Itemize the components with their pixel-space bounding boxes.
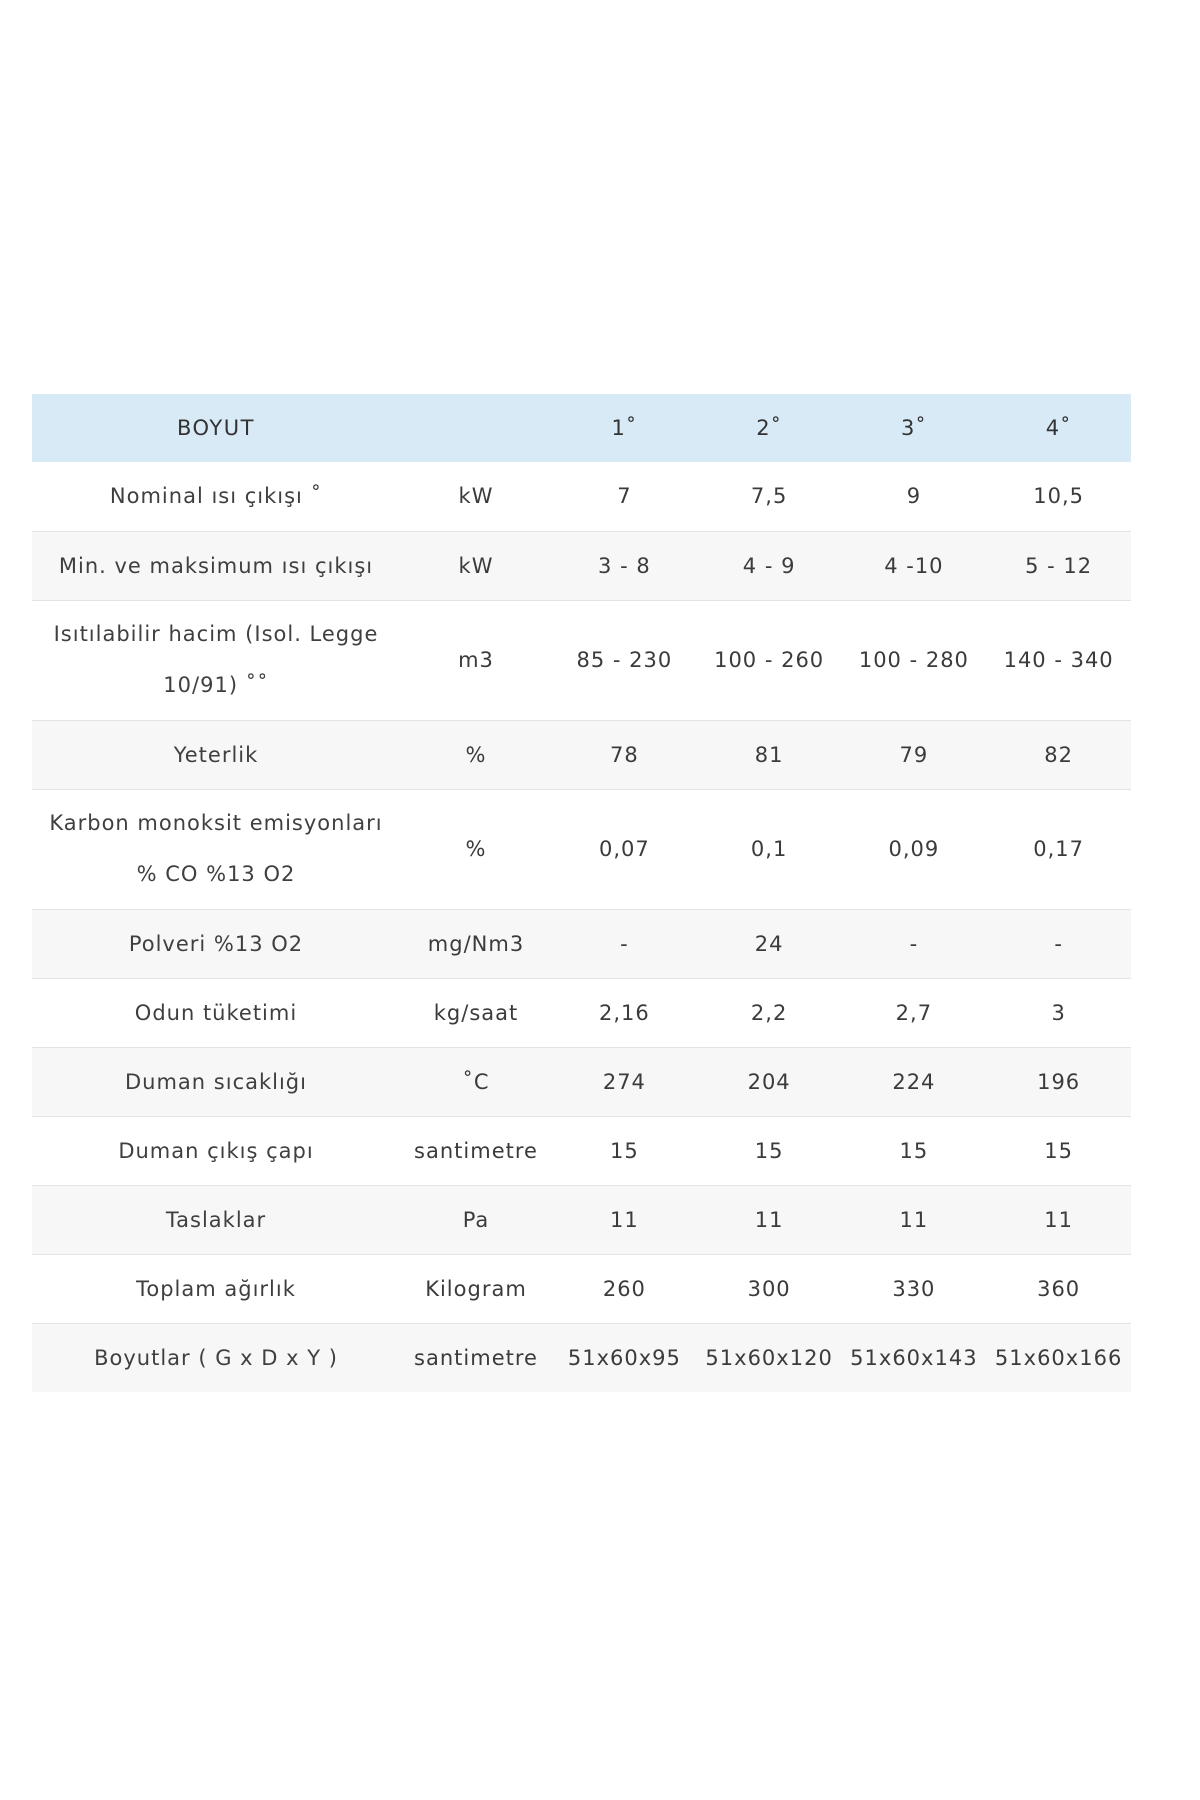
- row-unit: Kilogram: [400, 1254, 552, 1323]
- row-value-size-3: 2,7: [842, 978, 987, 1047]
- row-value-size-1: 51x60x95: [567, 1345, 681, 1370]
- row-label: Yeterlik: [32, 720, 400, 789]
- row-value-size-1: 0,07: [552, 789, 697, 909]
- row-unit: %: [400, 789, 552, 909]
- table-header: [32, 394, 1131, 462]
- row-value-size-1: 3 - 8: [552, 531, 697, 600]
- row-value-size-2: 51x60x120: [705, 1345, 833, 1370]
- row-label: Duman çıkış çapı: [32, 1116, 400, 1185]
- row-value-size-3: 9: [842, 462, 987, 531]
- row-value-size-2: 2,2: [697, 978, 842, 1047]
- row-value-size-2: 4 - 9: [697, 531, 842, 600]
- row-value-size-3: 224: [842, 1047, 987, 1116]
- table-row: [32, 1323, 1131, 1392]
- row-value-size-4: 15: [986, 1116, 1131, 1185]
- row-value-size-1: 78: [552, 720, 697, 789]
- header-row: [32, 394, 1131, 462]
- row-value-size-1: 15: [552, 1116, 697, 1185]
- row-label: Toplam ağırlık: [32, 1254, 400, 1323]
- row-value-size-2: 24: [697, 909, 842, 978]
- header-size-3: 3˚: [842, 394, 987, 462]
- header-size-4: 4˚: [986, 394, 1131, 462]
- row-label: Isıtılabilir hacim (Isol. Legge 10/91) ˚˚: [32, 600, 400, 720]
- row-value-size-3: 79: [842, 720, 987, 789]
- row-label: Min. ve maksimum ısı çıkışı: [32, 531, 400, 600]
- row-value-size-4: 0,17: [986, 789, 1131, 909]
- row-unit: kg/saat: [400, 978, 552, 1047]
- row-label: Polveri %13 O2: [32, 909, 400, 978]
- table-row: [32, 1254, 1131, 1323]
- header-size-1: 1˚: [552, 394, 697, 462]
- row-value-size-2: 0,1: [697, 789, 842, 909]
- row-value-size-2: 15: [697, 1116, 842, 1185]
- row-value-size-4: 5 - 12: [986, 531, 1131, 600]
- row-value-size-2: 11: [697, 1185, 842, 1254]
- row-value-size-1: 11: [552, 1185, 697, 1254]
- row-label: Boyutlar ( G x D x Y ): [94, 1345, 338, 1370]
- row-unit: ˚C: [400, 1047, 552, 1116]
- row-value-size-4: 82: [986, 720, 1131, 789]
- row-value-size-3: -: [842, 909, 987, 978]
- row-value-size-4: 51x60x166: [994, 1345, 1123, 1370]
- row-value-size-4: 11: [986, 1185, 1131, 1254]
- row-value-size-3: 0,09: [842, 789, 987, 909]
- row-value-size-2: 81: [697, 720, 842, 789]
- header-size-2: 2˚: [697, 394, 842, 462]
- row-value-size-3: 15: [842, 1116, 987, 1185]
- header-unit: [400, 394, 552, 462]
- row-label: Karbon monoksit emisyonları % CO %13 O2: [32, 789, 400, 909]
- row-unit: kW: [400, 462, 552, 531]
- table-row: [32, 789, 1131, 909]
- row-label: Taslaklar: [32, 1185, 400, 1254]
- row-value-size-2: 100 - 260: [697, 600, 842, 720]
- row-value-size-3: 100 - 280: [842, 600, 987, 720]
- row-unit: Pa: [400, 1185, 552, 1254]
- table-row: [32, 600, 1131, 720]
- row-value-size-1: 7: [552, 462, 697, 531]
- row-label: Duman sıcaklığı: [32, 1047, 400, 1116]
- row-value-size-4: 3: [986, 978, 1131, 1047]
- row-unit: m3: [400, 600, 552, 720]
- row-value-size-3: 4 -10: [842, 531, 987, 600]
- header-size-label: BOYUT: [32, 394, 400, 462]
- row-value-size-4: -: [986, 909, 1131, 978]
- table-body: [32, 462, 1131, 1392]
- table-row: [32, 531, 1131, 600]
- row-value-size-1: -: [552, 909, 697, 978]
- table-row: [32, 720, 1131, 789]
- row-unit: mg/Nm3: [400, 909, 552, 978]
- row-value-size-3: 11: [842, 1185, 987, 1254]
- spec-table: [32, 394, 1131, 1392]
- row-value-size-2: 204: [697, 1047, 842, 1116]
- row-unit: santimetre: [414, 1345, 538, 1370]
- table-row: [32, 1185, 1131, 1254]
- table-row: [32, 978, 1131, 1047]
- row-value-size-4: 10,5: [986, 462, 1131, 531]
- row-label: Nominal ısı çıkışı ˚: [32, 462, 400, 531]
- row-value-size-4: 196: [986, 1047, 1131, 1116]
- row-value-size-3: 51x60x143: [850, 1345, 978, 1370]
- row-unit: kW: [400, 531, 552, 600]
- row-value-size-1: 2,16: [552, 978, 697, 1047]
- row-value-size-1: 274: [552, 1047, 697, 1116]
- row-value-size-2: 300: [697, 1254, 842, 1323]
- row-unit: santimetre: [400, 1116, 552, 1185]
- table-row: [32, 462, 1131, 531]
- row-value-size-1: 260: [552, 1254, 697, 1323]
- row-value-size-3: 330: [842, 1254, 987, 1323]
- row-value-size-4: 140 - 340: [986, 600, 1131, 720]
- row-unit: %: [400, 720, 552, 789]
- row-label: Odun tüketimi: [32, 978, 400, 1047]
- row-value-size-4: 360: [986, 1254, 1131, 1323]
- row-value-size-1: 85 - 230: [552, 600, 697, 720]
- table-row: [32, 1116, 1131, 1185]
- table-row: [32, 1047, 1131, 1116]
- row-value-size-2: 7,5: [697, 462, 842, 531]
- table-row: [32, 909, 1131, 978]
